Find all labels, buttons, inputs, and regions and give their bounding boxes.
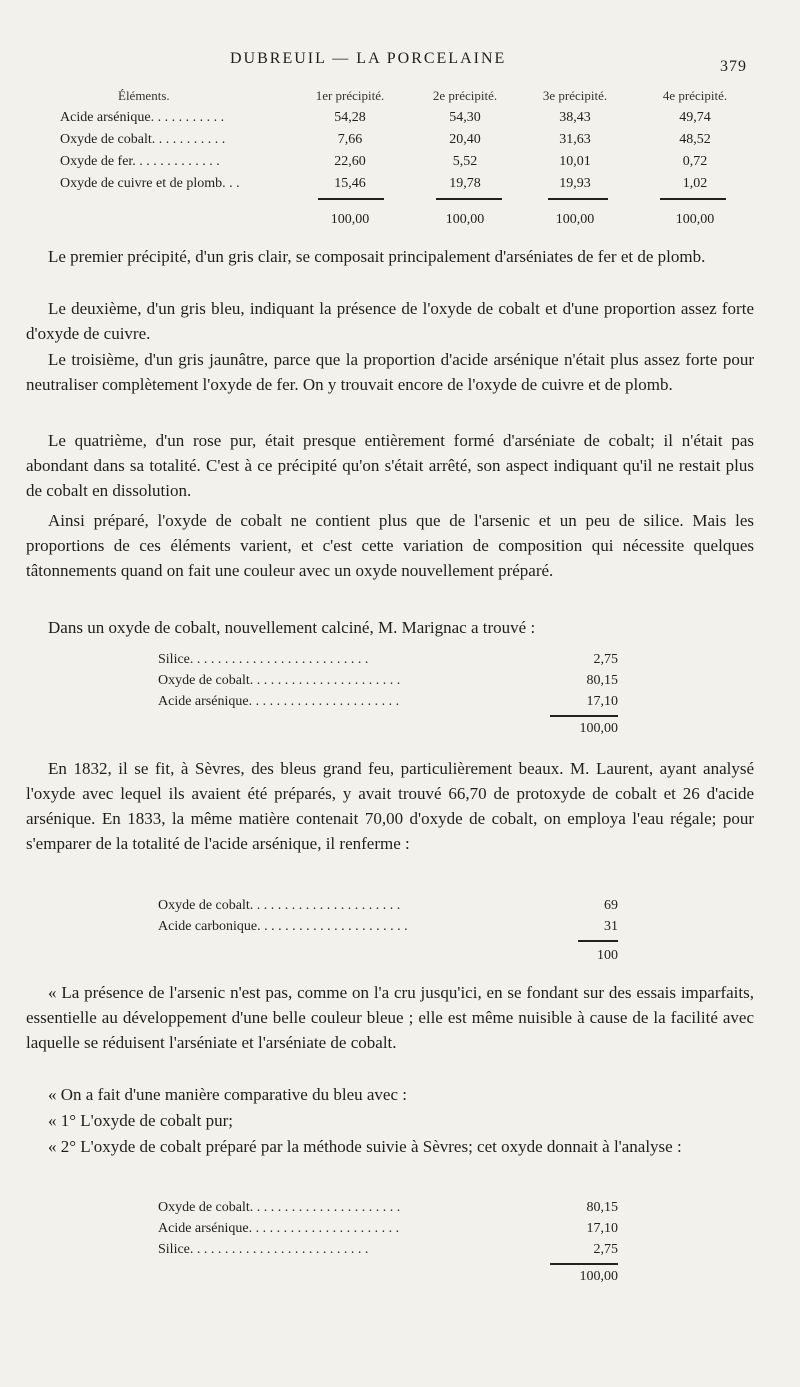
table-row [158,1221,618,1242]
table-row [158,1242,618,1263]
paragraph-text: « On a fait d'une manière comparative du bleu avec : [48,1085,407,1104]
paragraph-text: Dans un oxyde de cobalt, nouvellement calciné, M. Marignac a trouvé : [48,618,536,637]
table-row [60,176,760,198]
row-value: 80,15 [586,1200,618,1215]
paragraph-text: « 2° L'oxyde de cobalt préparé par la méthode suivie à Sèvres; cet oxyde donnait à l'analyse : [48,1137,682,1156]
paragraph-text: Le premier précipité, d'un gris clair, se composait principalement d'arséniates de fer et de plomb. [48,247,706,266]
paragraph [26,1134,754,1159]
paragraph [26,428,754,503]
row-label: Oxyde de cobalt. . . . . . . . . . . [60,132,226,147]
sum-rule [550,1263,618,1265]
sum-rule [436,198,502,200]
table-cell: 31,63 [559,132,591,147]
row-label: Oxyde de cuivre et de plomb. . . [60,176,240,191]
row-label: Silice. . . . . . . . . . . . . . . . . . . . . . . . . . [158,1242,369,1257]
table-cell: 49,74 [679,110,711,125]
total-cell: 100,00 [445,212,485,227]
table-cell: 7,66 [337,132,363,147]
totals-row [158,948,618,969]
page-header [0,50,800,80]
row-value: 69 [604,898,618,913]
table-row [158,919,618,940]
paragraph-text: En 1832, il se fit, à Sèvres, des bleus grand feu, particulièrement beaux. M. Laurent, ayant analysé l'oxyde avec lequel ils avaient été préparés, y avait trouvé 66,70 de protoxyde de cobalt et 26 d'acide arsénique. En 1833, la même matière contenait 70,00 d'oxyde de cobalt, on employa l'eau régale; pour s'emparer de la totalité de l'acide arsénique, il renferme : [26,759,754,853]
total-value: 100 [597,948,618,963]
table-cell: 48,52 [679,132,711,147]
paragraph [26,1082,754,1107]
row-value: 2,75 [593,652,618,667]
page-number: 379 [720,58,747,75]
totals-row [60,212,760,236]
table-row [158,673,618,694]
paragraph [26,980,754,1055]
paragraph-text: Le troisième, d'un gris jaunâtre, parce que la proportion d'acide arsénique n'était plus assez forte pour neutraliser complètement l'oxyde de fer. On y trouvait encore de l'oxyde de cuivre et de plomb. [26,350,754,394]
table-row [60,132,760,154]
row-label: Acide arsénique. . . . . . . . . . . [60,110,225,125]
table-cell: 10,01 [559,154,591,169]
paragraph-text: Le quatrième, d'un rose pur, était presque entièrement formé d'arséniate de cobalt; il n'était pas abondant dans sa totalité. C'est à ce précipité qu'on s'était arrêté, son aspect indiquant qu'il ne restait plus de cobalt en dissolution. [26,431,754,500]
total-value: 100,00 [579,721,618,736]
column-header: 3e précipité. [542,88,608,103]
table-row [158,1200,618,1221]
sum-rule [548,198,608,200]
row-label: Acide arsénique. . . . . . . . . . . . . . . . . . . . . . [158,1221,400,1236]
paragraph [26,756,754,856]
table-cell: 54,28 [334,110,366,125]
composition-table-1833 [158,898,618,969]
table-cell: 15,46 [334,176,366,191]
table-header-row [60,88,760,110]
paragraph [26,347,754,397]
table-row [60,154,760,176]
table-row [158,694,618,715]
row-value: 2,75 [593,1242,618,1257]
paragraph [26,296,754,346]
column-header: 2e précipité. [432,88,498,103]
column-header: 4e précipité. [662,88,728,103]
table-cell: 54,30 [449,110,481,125]
total-cell: 100,00 [330,212,370,227]
total-value: 100,00 [579,1269,618,1284]
paragraph [26,508,754,583]
sum-rule [660,198,726,200]
paragraph [26,1108,754,1133]
row-label: Silice. . . . . . . . . . . . . . . . . . . . . . . . . . [158,652,369,667]
table-cell: 20,40 [449,132,481,147]
row-label: Acide arsénique. . . . . . . . . . . . . . . . . . . . . . [158,694,400,709]
row-value: 80,15 [586,673,618,688]
row-value: 31 [604,919,618,934]
composition-table-marignac [158,652,618,742]
table-cell: 19,78 [449,176,481,191]
paragraph-text: « 1° L'oxyde de cobalt pur; [48,1111,234,1130]
running-title: DUBREUIL — LA PORCELAINE [230,50,507,67]
table-cell: 22,60 [334,154,366,169]
row-value: 17,10 [586,1221,618,1236]
row-label: Oxyde de fer. . . . . . . . . . . . . [60,154,220,169]
totals-row [158,1269,618,1290]
table-cell: 1,02 [682,176,708,191]
sum-rule [550,715,618,717]
totals-row [158,721,618,742]
table-cell: 19,93 [559,176,591,191]
total-cell: 100,00 [555,212,595,227]
total-cell: 100,00 [675,212,715,227]
column-header: 1er précipité. [315,88,385,103]
precipitate-table [60,88,760,236]
row-label: Oxyde de cobalt. . . . . . . . . . . . . . . . . . . . . . [158,898,401,913]
table-row [158,652,618,673]
table-cell: 0,72 [682,154,708,169]
paragraph [26,615,754,640]
table-row [60,110,760,132]
table-row [158,898,618,919]
table-cell: 5,52 [452,154,478,169]
row-label: Oxyde de cobalt. . . . . . . . . . . . . . . . . . . . . . [158,1200,401,1215]
row-value: 17,10 [586,694,618,709]
paragraph [26,244,754,269]
column-header: Éléments. [118,88,170,103]
sum-rule [318,198,384,200]
row-label: Oxyde de cobalt. . . . . . . . . . . . . . . . . . . . . . [158,673,401,688]
sum-rule [578,940,618,942]
sum-rule-row [158,940,618,948]
composition-table-sevres [158,1200,618,1290]
paragraph-text: Le deuxième, d'un gris bleu, indiquant la présence de l'oxyde de cobalt et d'une proportion assez forte d'oxyde de cuivre. [26,299,754,343]
table-cell: 38,43 [559,110,591,125]
paragraph-text: Ainsi préparé, l'oxyde de cobalt ne contient plus que de l'arsenic et un peu de silice. Mais les proportions de ces éléments varient, et c'est cette variation de composition qui nécessite quelques tâtonnements quand on fait une couleur avec un oxyde nouvellement préparé. [26,511,754,580]
sum-rules [60,198,760,206]
row-label: Acide carbonique. . . . . . . . . . . . . . . . . . . . . . [158,919,408,934]
paragraph-text: « La présence de l'arsenic n'est pas, comme on l'a cru jusqu'ici, en se fondant sur des essais imparfaits, essentielle au développement d'une belle couleur bleue ; elle est même nuisible à cause de la facilité avec laquelle se réduisent l'arséniate et l'arséniate de cobalt. [26,983,754,1052]
